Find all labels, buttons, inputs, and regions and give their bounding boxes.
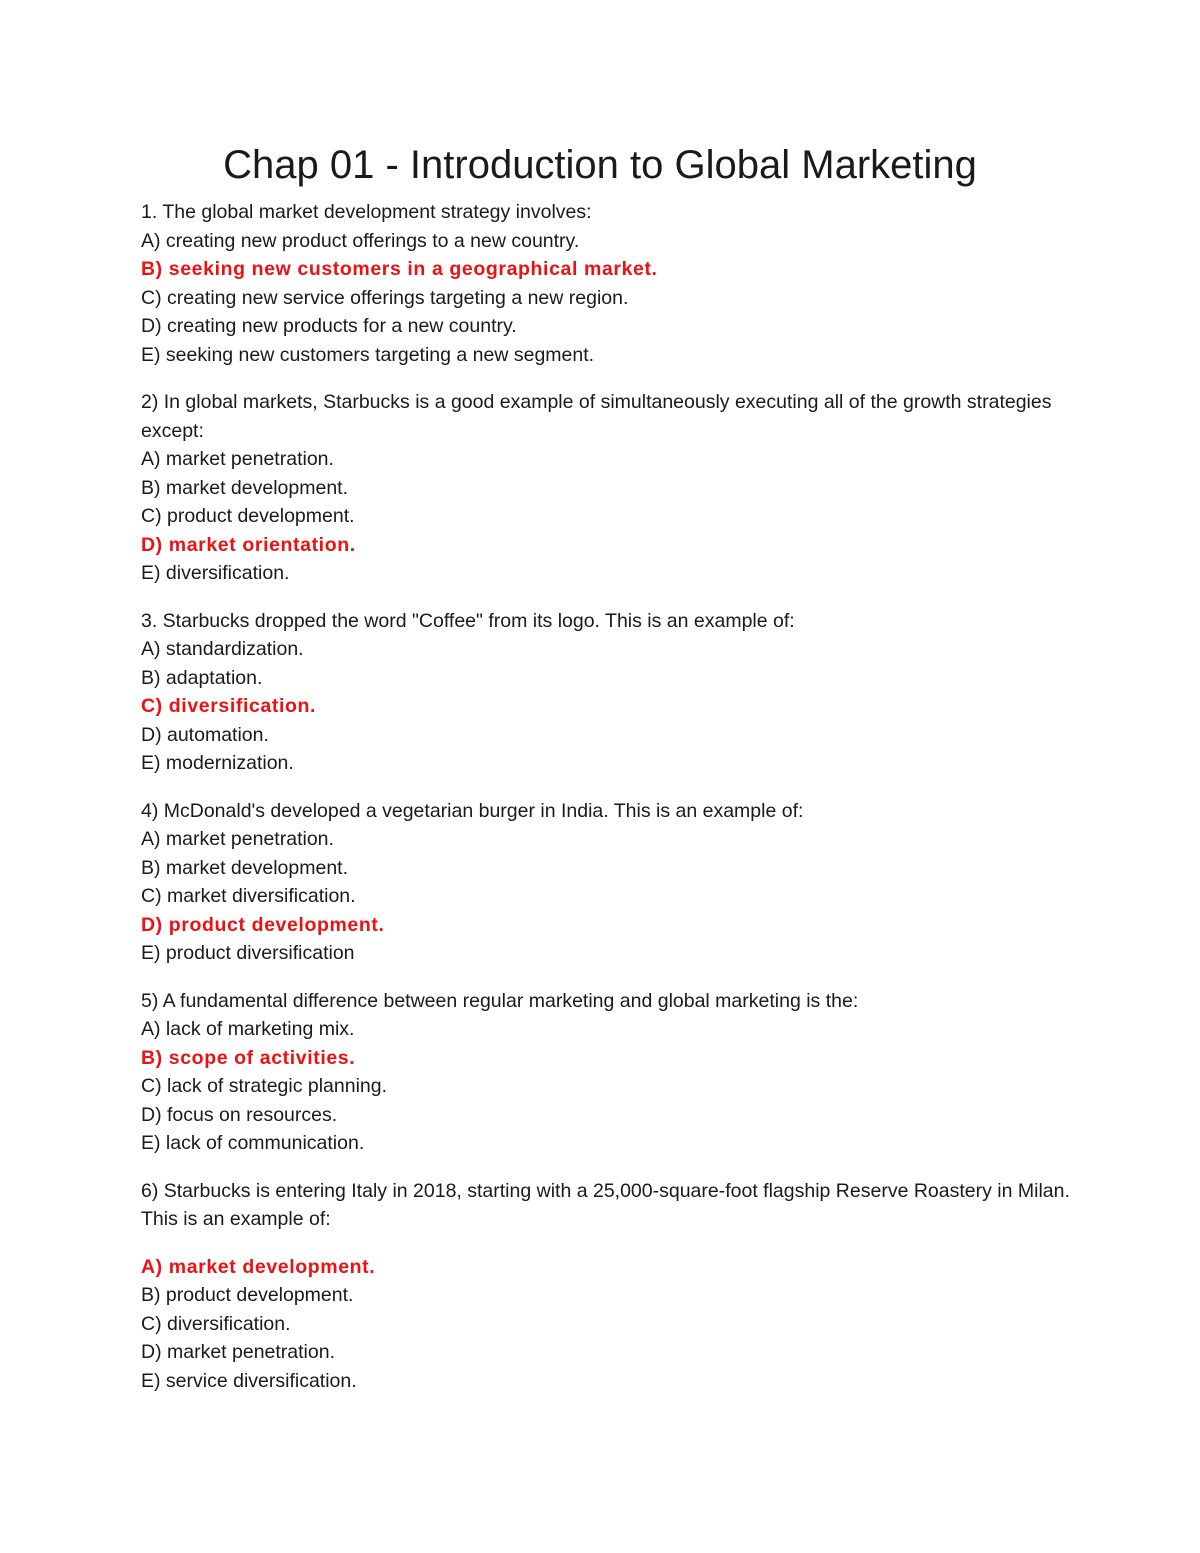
answer-option: E) diversification. bbox=[141, 562, 290, 584]
answer-option: B) adaptation. bbox=[141, 666, 263, 689]
answer-option: D) market penetration. bbox=[141, 1341, 336, 1363]
question-stem: 1. The global market development strategy involves: bbox=[141, 201, 592, 223]
question-stem: 6) Starbucks is entering Italy in 2018, starting with a 25,000-square-foot flagship Reserve Roastery in Milan. This is an example of: bbox=[141, 1179, 1070, 1230]
answer-option: D) automation. bbox=[141, 723, 269, 746]
answer-option: E) seeking new customers targeting a new segment. bbox=[141, 343, 595, 366]
question-list bbox=[141, 198, 1071, 1414]
question-6 bbox=[141, 1177, 1071, 1396]
answer-option: C) market diversification. bbox=[141, 885, 356, 907]
answer-option: B) market development. bbox=[141, 476, 349, 499]
question-stem: 3. Starbucks dropped the word "Coffee" from its logo. This is an example of: bbox=[141, 609, 795, 632]
correct-answer-option: A) market development. bbox=[141, 1255, 376, 1278]
question-3 bbox=[141, 607, 1071, 778]
question-2 bbox=[141, 388, 1071, 588]
answer-option: E) lack of communication. bbox=[141, 1132, 365, 1154]
answer-option: B) market development. bbox=[141, 856, 349, 879]
answer-option: C) product development. bbox=[141, 505, 355, 527]
correct-answer-option: D) market orientation. bbox=[141, 533, 356, 556]
answer-option: A) market penetration. bbox=[141, 448, 334, 470]
question-4 bbox=[141, 797, 1071, 968]
question-5 bbox=[141, 987, 1071, 1158]
answer-option: E) product diversification bbox=[141, 942, 355, 964]
correct-answer-option: B) scope of activities. bbox=[141, 1046, 356, 1069]
correct-answer-option: C) diversification. bbox=[141, 695, 317, 717]
answer-option: C) creating new service offerings targeting a new region. bbox=[141, 286, 629, 309]
answer-option: A) lack of marketing mix. bbox=[141, 1018, 355, 1040]
answer-option: D) creating new products for a new country. bbox=[141, 315, 517, 337]
correct-answer-option: D) product development. bbox=[141, 913, 385, 936]
page-title: Chap 01 - Introduction to Global Marketing bbox=[223, 143, 977, 187]
correct-answer-option: B) seeking new customers in a geographical market. bbox=[141, 258, 658, 280]
question-stem: 2) In global markets, Starbucks is a good example of simultaneously executing all of the growth strategies except: bbox=[141, 391, 1052, 442]
answer-option: A) standardization. bbox=[141, 638, 304, 660]
question-stem: 5) A fundamental difference between regular marketing and global marketing is the: bbox=[141, 989, 859, 1012]
question-stem: 4) McDonald's developed a vegetarian burger in India. This is an example of: bbox=[141, 799, 804, 822]
answer-option: E) modernization. bbox=[141, 752, 294, 774]
answer-option: E) service diversification. bbox=[141, 1369, 357, 1392]
answer-option: D) focus on resources. bbox=[141, 1103, 338, 1126]
answer-option: C) lack of strategic planning. bbox=[141, 1075, 388, 1097]
answer-option: A) market penetration. bbox=[141, 828, 334, 850]
answer-option: B) product development. bbox=[141, 1284, 354, 1306]
answer-option: A) creating new product offerings to a new country. bbox=[141, 229, 580, 252]
question-1 bbox=[141, 198, 1071, 369]
answer-option: C) diversification. bbox=[141, 1312, 291, 1335]
